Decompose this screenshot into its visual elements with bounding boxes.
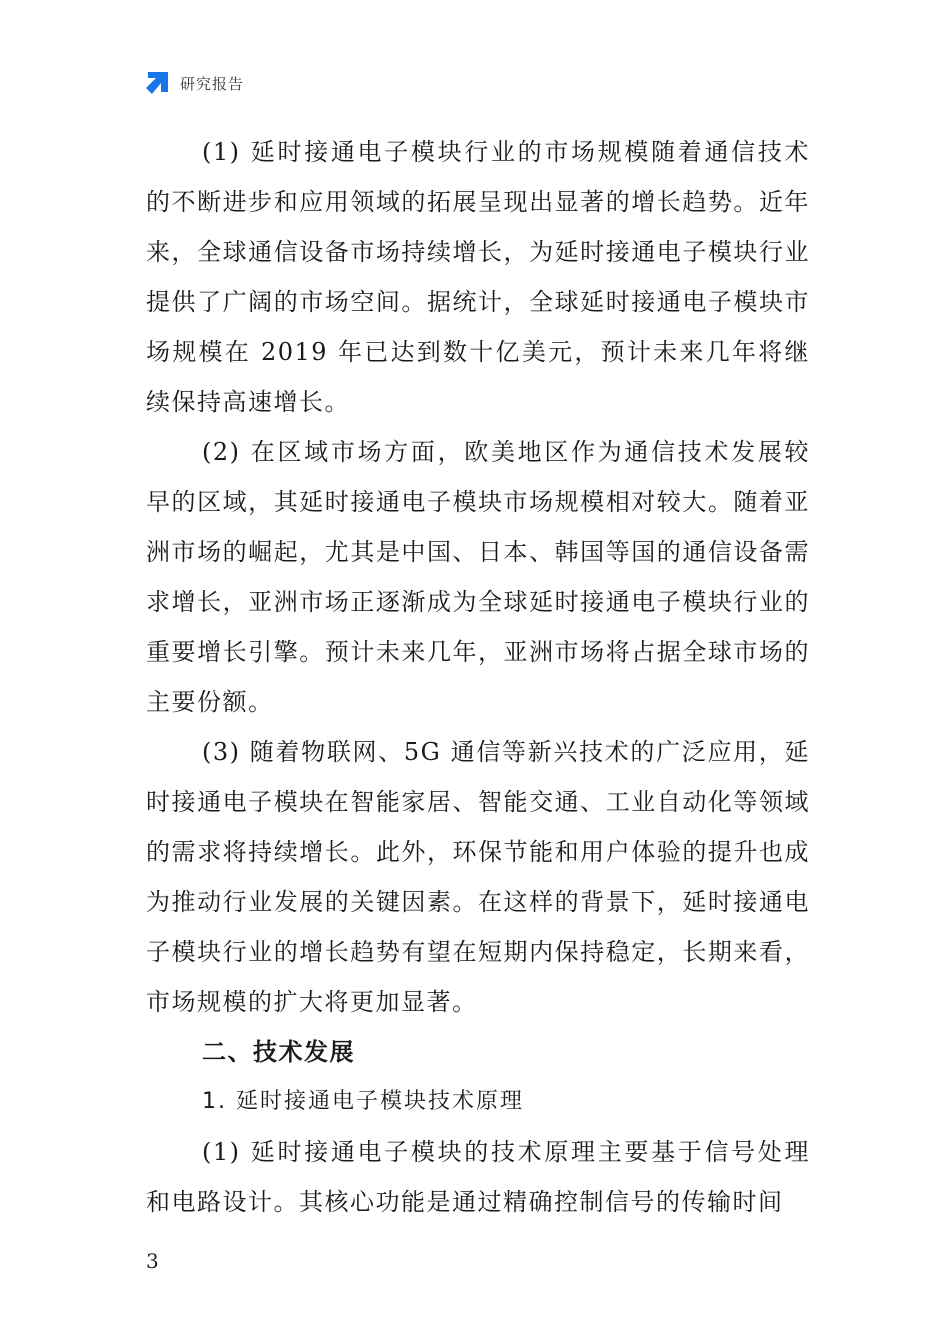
header-title: 研究报告 xyxy=(180,74,245,93)
subsection-heading: 1. 延时接通电子模块技术原理 xyxy=(202,1089,524,1114)
report-logo-icon xyxy=(144,70,170,96)
paragraph-3: (3) 随着物联网、5G 通信等新兴技术的广泛应用，延时接通电子模块在智能家居、智能交通、工业自动化等领域的需求将持续增长。此外，环保节能和用户体验的提升也成为推动行业发展的关键因素。在这样的背景下，延时接通电子模块行业的增长趋势有望在短期内保持稳定，长期来看，市场规模的扩大将更加显著。 xyxy=(146,738,810,1016)
paragraph-4: (1) 延时接通电子模块的技术原理主要基于信号处理和电路设计。其核心功能是通过精确控制信号的传输时间 xyxy=(146,1138,810,1216)
paragraph-2: (2) 在区域市场方面，欧美地区作为通信技术发展较早的区域，其延时接通电子模块市场规模相对较大。随着亚洲市场的崛起，尤其是中国、日本、韩国等国的通信设备需求增长，亚洲市场正逐渐成为全球延时接通电子模块行业的重要增长引擎。预计未来几年，亚洲市场将占据全球市场的主要份额。 xyxy=(146,438,810,716)
page-number: 3 xyxy=(146,1249,159,1273)
document-body xyxy=(146,127,810,1227)
section-heading: 二、技术发展 xyxy=(202,1038,355,1066)
page-header xyxy=(144,68,244,98)
paragraph-1: (1) 延时接通电子模块行业的市场规模随着通信技术的不断进步和应用领域的拓展呈现出显著的增长趋势。近年来，全球通信设备市场持续增长，为延时接通电子模块行业提供了广阔的市场空间。据统计，全球延时接通电子模块市场规模在 2019 年已达到数十亿美元，预计未来几年将继续保持高速增长。 xyxy=(146,138,810,416)
